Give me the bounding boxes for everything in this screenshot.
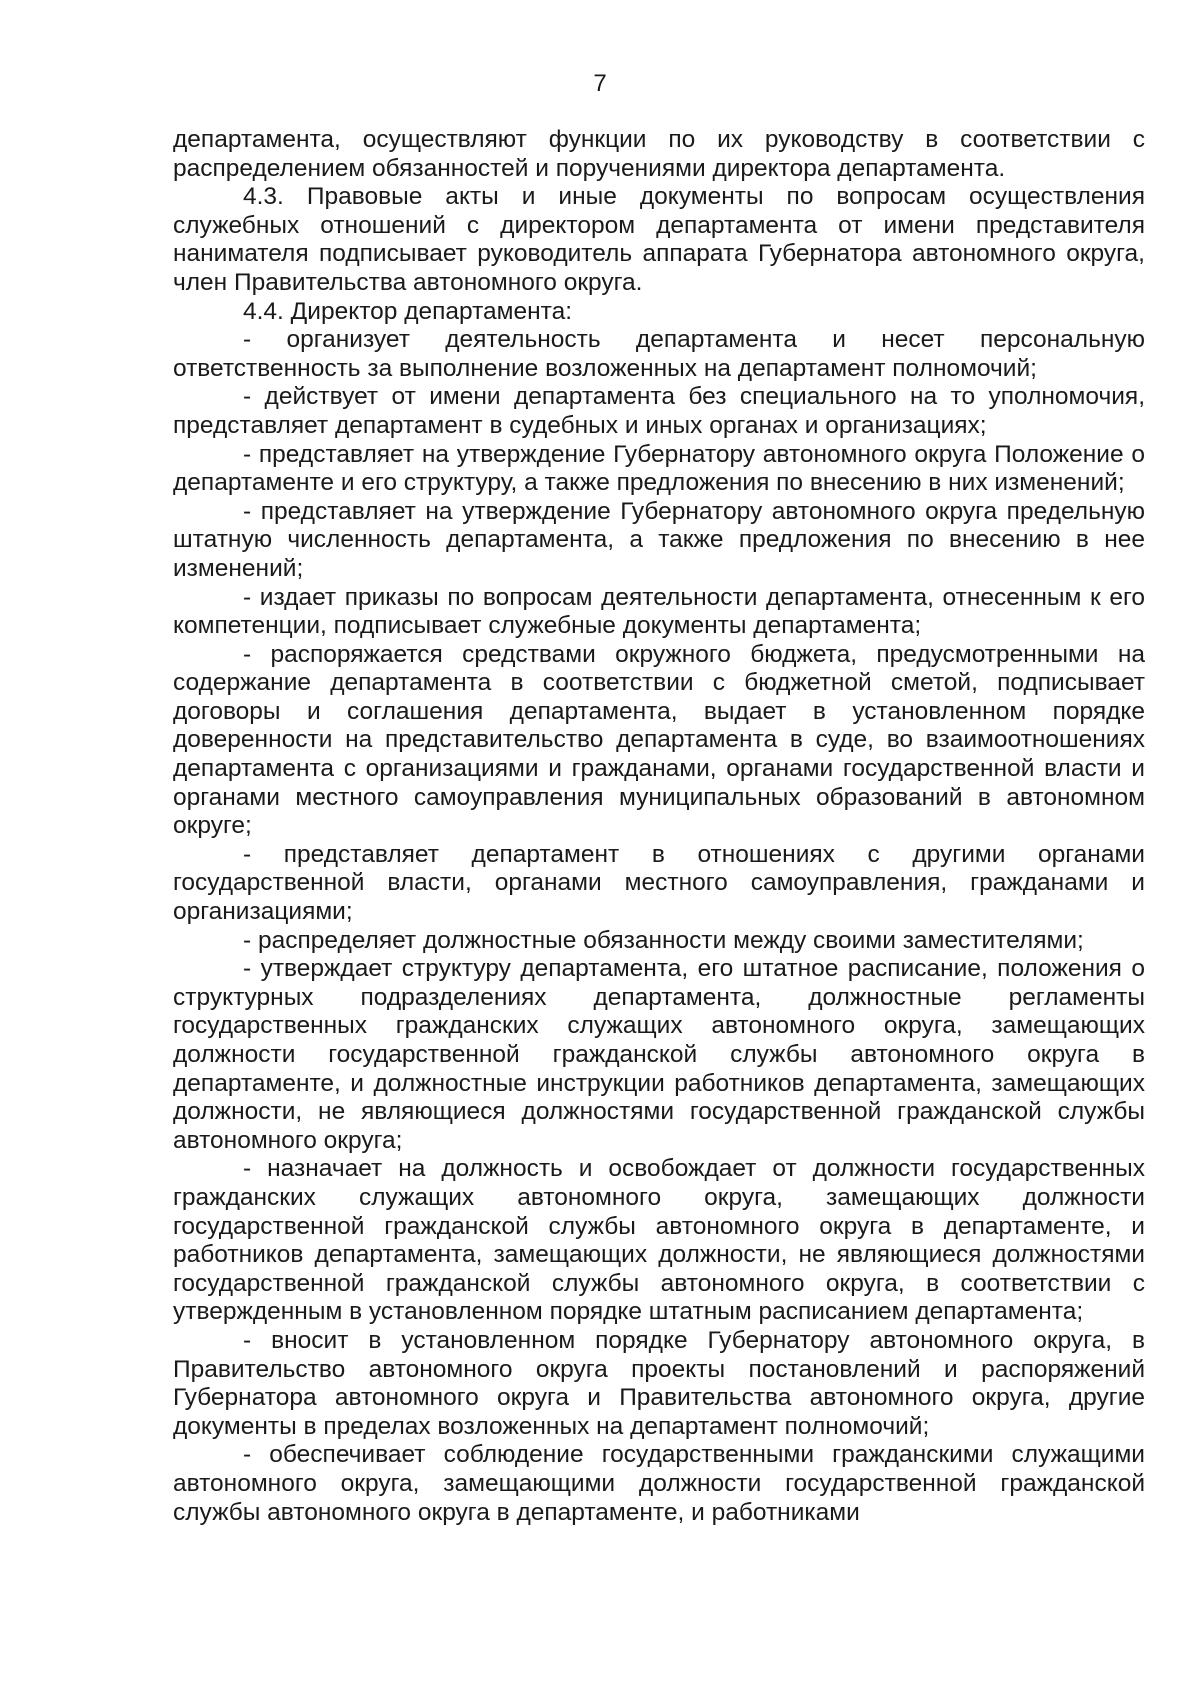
paragraph-4-3: 4.3. Правовые акты и иные документы по вопросам осуществления служебных отношений с директором департамента от имени представителя нанимателя подписывает руководитель аппарата Губернатора автономного округа, член Правительства автономного округа. bbox=[173, 183, 1145, 296]
list-item: - представляет департамент в отношениях с другими органами государственной власти, органами местного самоуправления, гражданами и организациями; bbox=[173, 840, 1145, 926]
paragraph-continuation: департамента, осуществляют функции по их руководству в соответствии с распределением обязанностей и поручениями директора департамента. bbox=[173, 126, 1145, 182]
page-number: 7 bbox=[593, 70, 607, 97]
list-item: - представляет на утверждение Губернатору автономного округа Положение о департаменте и его структуру, а также предложения по внесению в них изменений; bbox=[173, 440, 1145, 497]
list-item: - распределяет должностные обязанности между своими заместителями; bbox=[243, 926, 1084, 954]
list-item: - действует от имени департамента без специального на то уполномочия, представляет департамент в судебных и иных органах и организациях; bbox=[173, 383, 1145, 439]
list-item: - утверждает структуру департамента, его штатное расписание, положения о структурных подразделениях департамента, должностные регламенты государственных гражданских служащих автономного округа, замещающих должности государственной гражданской службы автономного округа в департаменте, и должностные инструкции работников департамента, замещающих должности, не являющиеся должностями государственной гражданской службы автономного округа; bbox=[173, 955, 1145, 1154]
list-item: - представляет на утверждение Губернатору автономного округа предельную штатную численность департамента, а также предложения по внесению в нее изменений; bbox=[173, 497, 1145, 582]
list-item: - вносит в установленном порядке Губернатору автономного округа, в Правительство автономного округа проекты постановлений и распоряжений Губернатора автономного округа и Правительства автономного округа, другие документы в пределах возложенных на департамент полномочий; bbox=[173, 1326, 1145, 1440]
list-item: - организует деятельность департамента и несет персональную ответственность за выполнение возложенных на департамент полномочий; bbox=[173, 326, 1145, 382]
list-item: - назначает на должность и освобождает от должности государственных гражданских служащих автономного округа, замещающих должности государственной гражданской службы автономного округа в департаменте, и работников департамента, замещающих должности, не являющиеся должностями государственной гражданской службы автономного округа, в соответствии с утвержденным в установленном порядке штатным расписанием департамента; bbox=[173, 1155, 1145, 1326]
paragraph-4-4-heading: 4.4. Директор департамента: bbox=[243, 297, 573, 325]
list-item: - издает приказы по вопросам деятельности департамента, отнесенным к его компетенции, подписывает служебные документы департамента; bbox=[173, 583, 1145, 640]
document-body bbox=[173, 126, 1145, 1527]
list-item: - обеспечивает соблюдение государственными гражданскими служащими автономного округа, замещающими должности государственной гражданской службы автономного округа в департаменте, и работниками bbox=[173, 1441, 1145, 1526]
list-item: - распоряжается средствами окружного бюджета, предусмотренными на содержание департамента в соответствии с бюджетной сметой, подписывает договоры и соглашения департамента, выдает в установленном порядке доверенности на представительство департамента в суде, во взаимоотношениях департамента с организациями и гражданами, органами государственной власти и органами местного самоуправления муниципальных образований в автономном округе; bbox=[173, 640, 1145, 840]
